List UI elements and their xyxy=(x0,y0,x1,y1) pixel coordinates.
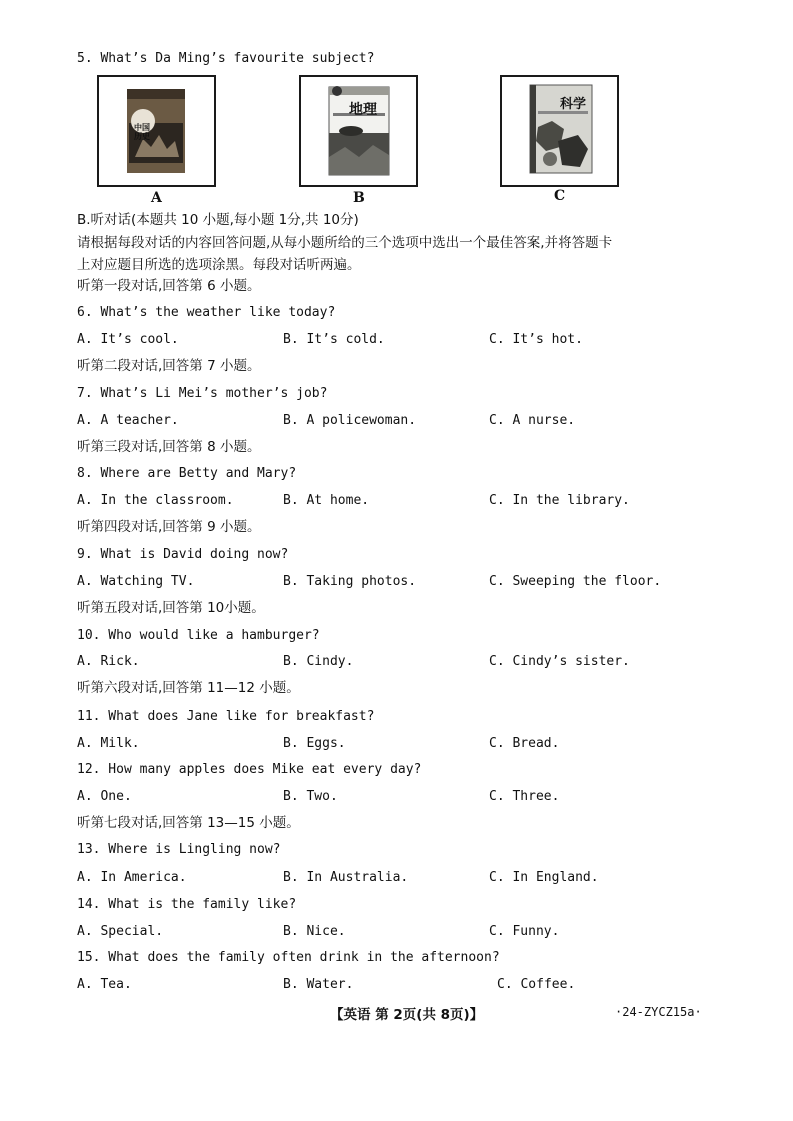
history-book-icon xyxy=(99,77,214,185)
question-14-option-b: B. Nice. xyxy=(283,924,346,939)
question-7: 7. What’s Li Mei’s mother’s job? xyxy=(77,386,328,401)
exam-code: ·24-ZYCZ15a· xyxy=(615,1005,702,1019)
question-8-option-c: C. In the library. xyxy=(489,493,630,508)
section-b-heading: B.听对话(本题共 10 小题,每小题 1分,共 10分) xyxy=(77,212,359,228)
dialog-5-intro: 听第五段对话,回答第 10小题。 xyxy=(77,600,265,616)
question-10-option-c: C. Cindy’s sister. xyxy=(489,654,630,669)
dialog-1-intro: 听第一段对话,回答第 6 小题。 xyxy=(77,278,261,294)
question-15-option-b: B. Water. xyxy=(283,977,354,992)
question-14-option-c: C. Funny. xyxy=(489,924,560,939)
option-b-image xyxy=(299,75,418,187)
question-15-option-c: C. Coffee. xyxy=(497,977,576,992)
question-13: 13. Where is Lingling now? xyxy=(77,842,281,857)
question-12-option-b: B. Two. xyxy=(283,789,338,804)
question-7-option-a: A. A teacher. xyxy=(77,413,179,428)
question-6: 6. What’s the weather like today? xyxy=(77,305,336,320)
question-7-option-b: B. A policewoman. xyxy=(283,413,417,428)
question-7-option-c: C. A nurse. xyxy=(489,413,576,428)
question-9-option-c: C. Sweeping the floor. xyxy=(489,574,662,589)
question-11-option-a: A. Milk. xyxy=(77,736,140,751)
question-11: 11. What does Jane like for breakfast? xyxy=(77,709,375,724)
question-5: 5. What’s Da Ming’s favourite subject? xyxy=(77,51,375,66)
option-c-image xyxy=(500,75,619,187)
option-b-caption: B xyxy=(353,190,365,206)
option-c-caption: C xyxy=(554,188,566,204)
section-b-instruction-1: 请根据每段对话的内容回答问题,从每小题所给的三个选项中选出一个最佳答案,并将答题卡 xyxy=(77,235,613,251)
question-10: 10. Who would like a hamburger? xyxy=(77,628,320,643)
question-15-option-a: A. Tea. xyxy=(77,977,132,992)
option-a-book-title: 中国历史 xyxy=(134,123,150,141)
question-13-option-b: B. In Australia. xyxy=(283,870,409,885)
question-12-option-c: C. Three. xyxy=(489,789,560,804)
dialog-7-intro: 听第七段对话,回答第 13—15 小题。 xyxy=(77,815,300,831)
option-c-book-title: 科学 xyxy=(560,97,587,112)
option-b-book-title: 地理 xyxy=(349,102,377,118)
option-a-caption: A xyxy=(151,190,162,206)
question-12-option-a: A. One. xyxy=(77,789,132,804)
question-12: 12. How many apples does Mike eat every day? xyxy=(77,762,422,777)
geography-book-icon xyxy=(301,77,416,185)
question-10-option-a: A. Rick. xyxy=(77,654,140,669)
dialog-6-intro: 听第六段对话,回答第 11—12 小题。 xyxy=(77,680,300,696)
question-11-option-c: C. Bread. xyxy=(489,736,560,751)
question-6-option-b: B. It’s cold. xyxy=(283,332,385,347)
question-8-option-a: A. In the classroom. xyxy=(77,493,234,508)
page-footer: 【英语 第 2页(共 8页)】 xyxy=(330,1007,484,1023)
dialog-2-intro: 听第二段对话,回答第 7 小题。 xyxy=(77,358,261,374)
question-9-option-a: A. Watching TV. xyxy=(77,574,195,589)
dialog-3-intro: 听第三段对话,回答第 8 小题。 xyxy=(77,439,261,455)
option-a-image xyxy=(97,75,216,187)
question-8-option-b: B. At home. xyxy=(283,493,370,508)
question-8: 8. Where are Betty and Mary? xyxy=(77,466,297,481)
question-9-option-b: B. Taking photos. xyxy=(283,574,417,589)
section-b-instruction-2: 上对应题目所选的选项涂黑。每段对话听两遍。 xyxy=(77,257,361,273)
question-15: 15. What does the family often drink in the afternoon? xyxy=(77,950,500,965)
question-6-option-c: C. It’s hot. xyxy=(489,332,583,347)
dialog-4-intro: 听第四段对话,回答第 9 小题。 xyxy=(77,519,261,535)
question-9: 9. What is David doing now? xyxy=(77,547,289,562)
question-13-option-a: A. In America. xyxy=(77,870,187,885)
question-13-option-c: C. In England. xyxy=(489,870,599,885)
question-11-option-b: B. Eggs. xyxy=(283,736,346,751)
question-10-option-b: B. Cindy. xyxy=(283,654,354,669)
question-14: 14. What is the family like? xyxy=(77,897,297,912)
question-14-option-a: A. Special. xyxy=(77,924,164,939)
question-6-option-a: A. It’s cool. xyxy=(77,332,179,347)
